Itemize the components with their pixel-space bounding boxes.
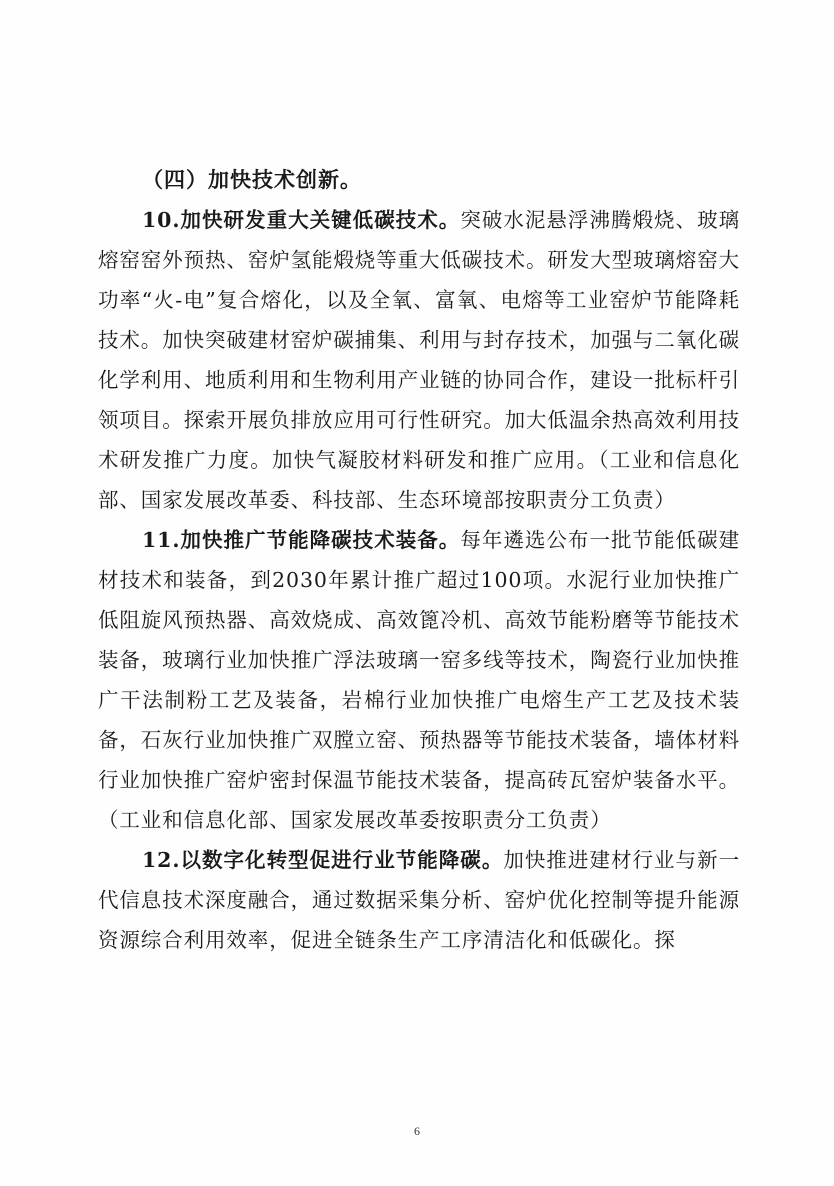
- page-number: 6: [414, 1124, 420, 1138]
- item-12-lead: 12.以数字化转型促进行业节能降碳。: [142, 848, 504, 872]
- section-heading: （四）加快技术创新。: [142, 167, 362, 192]
- document-body: [98, 160, 740, 960]
- item-11-body: 每年遴选公布一批节能低碳建材技术和装备，到2030年累计推广超过100项。水泥行业加快推广低阻旋风预热器、高效烧成、高效篦冷机、高效节能粉磨等节能技术装备，玻璃行业加快推广浮法玻璃一窑多线等技术，陶瓷行业加快推广干法制粉工艺及装备，岩棉行业加快推广电熔生产工艺及技术装备，石灰行业加快推广双膛立窑、预热器等节能技术装备，墙体材料行业加快推广窑炉密封保温节能技术装备，提高砖瓦窑炉装备水平。（工业和信息化部、国家发展改革委按职责分工负责）: [98, 528, 740, 832]
- item-11-lead: 11.加快推广节能降碳技术装备。: [142, 528, 461, 552]
- paragraph-item-11: [98, 520, 740, 840]
- item-10-body: 突破水泥悬浮沸腾煅烧、玻璃熔窑窑外预热、窑炉氢能煅烧等重大低碳技术。研发大型玻璃熔窑大功率“火-电”复合熔化，以及全氧、富氧、电熔等工业窑炉节能降耗技术。加快突破建材窑炉碳捕集、利用与封存技术，加强与二氧化碳化学利用、地质利用和生物利用产业链的协同合作，建设一批标杆引领项目。探索开展负排放应用可行性研究。加大低温余热高效利用技术研发推广力度。加快气凝胶材料研发和推广应用。（工业和信息化部、国家发展改革委、科技部、生态环境部按职责分工负责）: [98, 208, 740, 512]
- item-10-lead: 10.加快研发重大关键低碳技术。: [142, 208, 461, 232]
- item-12-body: 加快推进建材行业与新一代信息技术深度融合，通过数据采集分析、窑炉优化控制等提升能源资源综合利用效率，促进全链条生产工序清洁化和低碳化。探: [98, 848, 740, 952]
- paragraph-item-10: [98, 200, 740, 520]
- paragraph-item-12: [98, 840, 740, 960]
